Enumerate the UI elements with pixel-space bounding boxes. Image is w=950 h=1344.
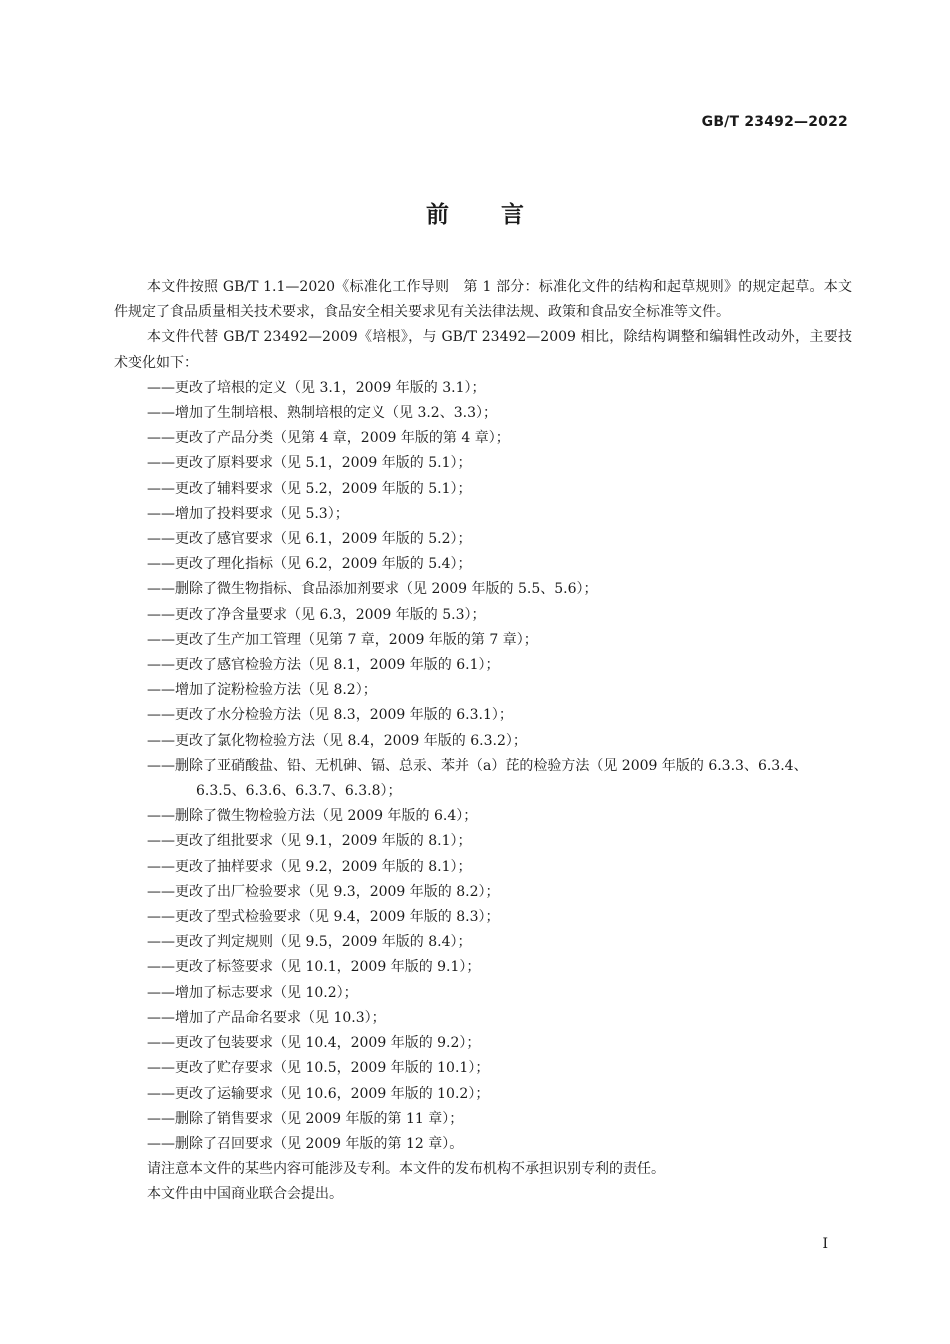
list-item: ——更改了辅料要求（见 5.2，2009 年版的 5.1）； xyxy=(147,480,472,497)
list-item: ——更改了判定规则（见 9.5，2009 年版的 8.4）； xyxy=(147,934,472,951)
list-item: ——更改了生产加工管理（见第 7 章，2009 年版的第 7 章）； xyxy=(147,631,538,648)
list-item: ——更改了贮存要求（见 10.5，2009 年版的 10.1）； xyxy=(147,1060,490,1077)
list-item: ——更改了氯化物检验方法（见 8.4，2009 年版的 6.3.2）； xyxy=(147,732,527,749)
list-item: ——增加了生制培根、熟制培根的定义（见 3.2、3.3）； xyxy=(147,405,497,422)
proposer-statement: 本文件由中国商业联合会提出。 xyxy=(147,1186,343,1203)
list-item: ——更改了运输要求（见 10.6，2009 年版的 10.2）； xyxy=(147,1085,490,1102)
list-item: ——更改了出厂检验要求（见 9.3，2009 年版的 8.2）； xyxy=(147,883,500,900)
list-item: ——更改了标签要求（见 10.1，2009 年版的 9.1）； xyxy=(147,959,481,976)
page-title xyxy=(0,196,950,229)
list-item: ——更改了原料要求（见 5.1，2009 年版的 5.1）； xyxy=(147,455,472,472)
list-item: ——更改了感官检验方法（见 8.1，2009 年版的 6.1）； xyxy=(147,657,500,674)
paragraph-drafting-rules: 本文件按照 GB/T 1.1—2020《标准化工作导则 第 1 部分：标准化文件的结构和起草规则》的规定起草。本文件规定了食品质量相关技术要求，食品安全相关要求见有关法律法规、政策和食品安全标准等文件。 xyxy=(114,279,852,321)
list-item: ——更改了包装要求（见 10.4，2009 年版的 9.2）； xyxy=(147,1035,481,1052)
list-item: ——增加了标志要求（见 10.2）； xyxy=(147,984,358,1001)
list-item: ——增加了产品命名要求（见 10.3）； xyxy=(147,1009,386,1026)
technical-changes-list xyxy=(114,376,852,1157)
standard-code: GB/T 23492—2022 xyxy=(701,114,848,130)
list-item: ——更改了水分检验方法（见 8.3，2009 年版的 6.3.1）； xyxy=(147,707,513,724)
list-item: ——更改了培根的定义（见 3.1，2009 年版的 3.1）； xyxy=(147,379,486,396)
list-item: ——更改了理化指标（见 6.2，2009 年版的 5.4）； xyxy=(147,556,472,573)
list-item: ——删除了亚硝酸盐、铅、无机砷、镉、总汞、苯并（a）芘的检验方法（见 2009 年版的 6.3.3、6.3.4、6.3.5、6.3.6、6.3.7、6.3.8）； xyxy=(147,757,808,800)
list-item: ——更改了感官要求（见 6.1，2009 年版的 5.2）； xyxy=(147,531,472,548)
page-number: I xyxy=(822,1236,828,1252)
list-item: ——更改了产品分类（见第 4 章，2009 年版的第 4 章）； xyxy=(147,430,510,447)
list-item: ——删除了微生物指标、食品添加剂要求（见 2009 年版的 5.5、5.6）； xyxy=(147,581,598,598)
list-item: ——更改了组批要求（见 9.1，2009 年版的 8.1）； xyxy=(147,833,472,850)
list-item: ——删除了微生物检验方法（见 2009 年版的 6.4）； xyxy=(147,808,478,825)
patent-notice: 请注意本文件的某些内容可能涉及专利。本文件的发布机构不承担识别专利的责任。 xyxy=(147,1161,665,1178)
list-item: ——更改了净含量要求（见 6.3，2009 年版的 5.3）； xyxy=(147,606,486,623)
list-item: ——删除了销售要求（见 2009 年版的第 11 章）； xyxy=(147,1110,464,1127)
title-char-1: 前 xyxy=(426,202,449,228)
list-item: ——增加了投料要求（见 5.3）； xyxy=(147,505,349,522)
paragraph-replacement-statement: 本文件代替 GB/T 23492—2009《培根》，与 GB/T 23492—2009 相比，除结构调整和编辑性改动外，主要技术变化如下： xyxy=(114,329,852,371)
list-item: ——更改了型式检验要求（见 9.4，2009 年版的 8.3）； xyxy=(147,909,500,926)
title-char-2: 言 xyxy=(501,202,524,228)
list-item: ——更改了抽样要求（见 9.2，2009 年版的 8.1）； xyxy=(147,858,472,875)
list-item: ——增加了淀粉检验方法（见 8.2）； xyxy=(147,682,377,699)
document-body xyxy=(114,275,852,1208)
list-item: ——删除了召回要求（见 2009 年版的第 12 章）。 xyxy=(147,1135,464,1152)
